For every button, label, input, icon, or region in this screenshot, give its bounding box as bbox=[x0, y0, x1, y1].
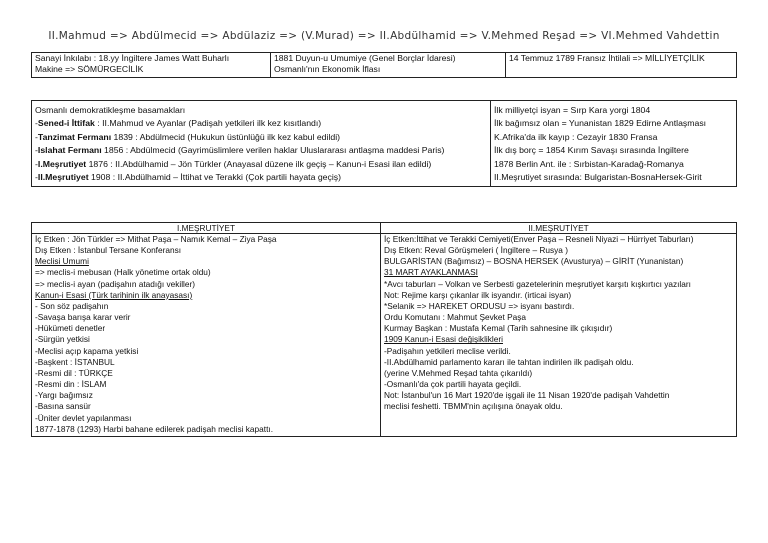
cell-line: Sanayi İnkılabı : 18.yy İngiltere James Watt Buharlı bbox=[35, 53, 230, 63]
list-item: *Selanik => HAREKET ORDUSU => isyanı bastırdı. bbox=[384, 300, 575, 311]
firsts-item: İlk milliyetçi isyan = Sırp Kara yorgi 1804 bbox=[494, 105, 651, 115]
list-item: -Resmi dil : TÜRKÇE bbox=[35, 367, 113, 378]
list-item: -II.Abdülhamid parlamento kararı ile tahtan indirilen ilk padişah oldu. bbox=[384, 356, 634, 367]
list-item: Ordu Komutanı : Mahmut Şevket Paşa bbox=[384, 312, 527, 323]
section-heading: Kanun-i Esasi (Türk tarihinin ilk anayasası) bbox=[35, 289, 193, 300]
list-item: -Osmanlı'da çok partili hayata geçildi. bbox=[384, 379, 522, 390]
list-item: -Sürgün yetkisi bbox=[35, 334, 90, 345]
firsts-item: 1878 Berlin Ant. ile : Sırbistan-Karadağ-Romanya bbox=[494, 158, 684, 169]
democratization-item: -Tanzimat Fermanı 1839 : Abdülmecid (Hukukun üstünlüğü ilk kez kabul edildi) bbox=[35, 131, 341, 142]
list-item: Not: İstanbul'un 16 Mart 1920'de işgali ile 11 Nisan 1920'de padişah Vahdettin bbox=[384, 390, 670, 401]
industrial-revolution-cell bbox=[32, 53, 271, 78]
list-item: BULGARİSTAN (Bağımsız) – BOSNA HERSEK (Avusturya) – GİRİT (Yunanistan) bbox=[384, 256, 684, 267]
list-item: İç Etken:İttihat ve Terakki Cemiyeti(Enver Paşa – Resneli Niyazi – Hürriyet Taburları) bbox=[384, 234, 694, 244]
list-item: Kurmay Başkan : Mustafa Kemal (Tarih sahnesine ilk çıkışıdır) bbox=[384, 323, 613, 334]
cell-line: 14 Temmuz 1789 Fransız İhtilali => MİLLİYETÇİLİK bbox=[509, 53, 705, 63]
second-constitutional-cell bbox=[381, 234, 737, 437]
list-item: (yerine V.Mehmed Reşad tahta çıkarıldı) bbox=[384, 367, 533, 378]
democratization-item: -Sened-i İttifak : II.Mahmud ve Ayanlar (Padişah yetkileri ilk kez kısıtlandı) bbox=[35, 118, 322, 129]
list-item: 1877-1878 (1293) Harbi bahane edilerek padişah meclisi kapattı. bbox=[35, 423, 273, 434]
first-constitutional-cell bbox=[32, 234, 381, 437]
list-item: - Son söz padişahın bbox=[35, 300, 109, 311]
section-heading: 1909 Kanun-i Esasi değişiklikleri bbox=[384, 334, 503, 345]
page-title: II.Mahmud => Abdülmecid => Abdülaziz => (V.Murad) => II.Abdülhamid => V.Mehmed Reşad => VI.Mehmed Vahdettin bbox=[48, 30, 720, 42]
firsts-cell bbox=[491, 101, 737, 187]
list-item: -Padişahın yetkileri meclise verildi. bbox=[384, 345, 511, 356]
list-item: -Başkent : İSTANBUL bbox=[35, 356, 115, 367]
section-heading: 31 MART AYAKLANMASI bbox=[384, 267, 478, 278]
list-item: -Meclisi açıp kapama yetkisi bbox=[35, 345, 139, 356]
first-constitutional-header: I.MEŞRUTİYET bbox=[32, 223, 381, 234]
list-item: *Avcı taburları – Volkan ve Serbesti gazetelerinin meşrutiyet karşıtı kışkırtıcı yazıları bbox=[384, 278, 691, 289]
french-revolution-cell bbox=[506, 53, 737, 78]
mesrutiyet-table bbox=[31, 222, 737, 437]
firsts-item: İlk bağımsız olan = Yunanistan 1829 Edirne Antlaşması bbox=[494, 118, 707, 129]
debt-administration-cell bbox=[271, 53, 506, 78]
cell-line: Makine => SÖMÜRGECİLİK bbox=[35, 64, 144, 74]
section-heading: Meclisi Umumi bbox=[35, 256, 89, 267]
firsts-item: İlk dış borç = 1854 Kırım Savaşı sırasında İngiltere bbox=[494, 145, 689, 156]
firsts-item: II.Meşrutiyet sırasında: Bulgaristan-BosnaHersek-Girit bbox=[494, 172, 702, 183]
list-item: Not: Rejime karşı çıkanlar ilk isyandır. (irticai isyan) bbox=[384, 289, 572, 300]
democratization-steps-cell bbox=[32, 101, 491, 187]
list-item: İç Etken : Jön Türkler => Mithat Paşa – Namık Kemal – Ziya Paşa bbox=[35, 234, 277, 244]
democratization-item: -I.Meşrutiyet 1876 : II.Abdülhamid – Jön Türkler (Anayasal düzene ilk geçiş – Kanun-i Esasi ilan edildi) bbox=[35, 158, 432, 169]
list-item: -Yargı bağımsız bbox=[35, 390, 93, 401]
list-item: -Resmi din : İSLAM bbox=[35, 379, 107, 390]
firsts-item: K.Afrika'da ilk kayıp : Cezayir 1830 Fransa bbox=[494, 131, 658, 142]
list-item: => meclis-i mebusan (Halk yönetime ortak oldu) bbox=[35, 267, 211, 278]
second-constitutional-header: II.MEŞRUTİYET bbox=[381, 223, 737, 234]
cell-line: 1881 Duyun-u Umumiye (Genel Borçlar İdaresi) bbox=[274, 53, 456, 63]
list-item: -Hükümeti denetler bbox=[35, 323, 106, 334]
list-item: meclisi feshetti. TBMM'nin açılışına önayak oldu. bbox=[384, 401, 563, 412]
list-item: => meclis-i ayan (padişahın atadığı vekiller) bbox=[35, 278, 196, 289]
democratization-table bbox=[31, 100, 737, 187]
cell-line: Osmanlı'nın Ekonomik İflası bbox=[274, 64, 381, 74]
info-table-top bbox=[31, 52, 737, 78]
list-item: -Basına sansür bbox=[35, 401, 91, 412]
democratization-item: -II.Meşrutiyet 1908 : II.Abdülhamid – İttihat ve Terakki (Çok partili hayata geçiş) bbox=[35, 172, 341, 183]
list-item: Dış Etken : İstanbul Tersane Konferansı bbox=[35, 245, 182, 256]
list-item: -Savaşa barışa karar verir bbox=[35, 312, 131, 323]
democratization-heading: Osmanlı demokratikleşme basamakları bbox=[35, 105, 186, 115]
list-item: Dış Etken: Reval Görüşmeleri ( İngiltere – Rusya ) bbox=[384, 245, 568, 256]
democratization-item: -Islahat Fermanı 1856 : Abdülmecid (Gayrimüslimlere verilen haklar Uluslararası antlaşma maddesi Paris) bbox=[35, 145, 445, 156]
list-item: -Üniter devlet yapılanması bbox=[35, 412, 132, 423]
